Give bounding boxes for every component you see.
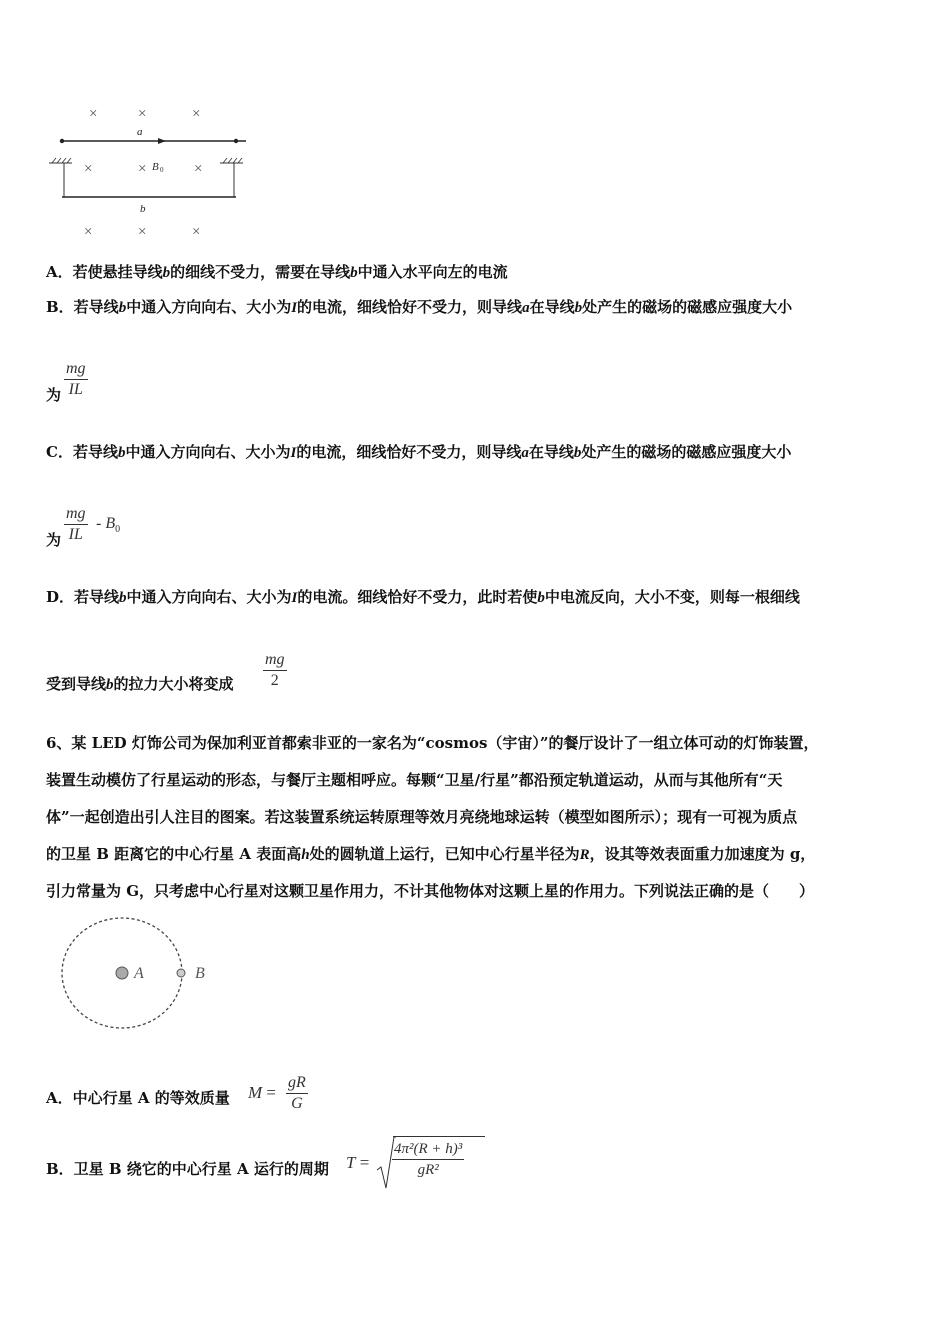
wire-b-label: b bbox=[140, 203, 146, 215]
q6-stem-line-2: 装置生动模仿了行星运动的形态，与餐厅主题相呼应。每颗“卫星/行星”都沿预定轨道运动，从而与其他所有“天 bbox=[46, 771, 783, 789]
wire-field-figure bbox=[40, 100, 260, 245]
field-cross: × bbox=[194, 161, 203, 177]
sqrt-overline bbox=[393, 1136, 485, 1137]
q5-option-c-fraction: $\frac{mg}{IL}$ bbox=[66, 505, 86, 543]
field-B0-label: B bbox=[152, 161, 159, 173]
q5-option-d-prefix: 受到导线b的拉力大小将变成 bbox=[46, 675, 234, 693]
field-cross: × bbox=[138, 106, 147, 122]
orbit-figure bbox=[55, 915, 225, 1035]
field-crosses bbox=[84, 106, 202, 240]
q6-stem-line-1: 6、某 LED 灯饰公司为保加利亚首都索非亚的一家名为“cosmos（宇宙）”的餐厅设计了一组立体可动的灯饰装置， bbox=[46, 734, 819, 752]
q6-stem-line-4: 的卫星 B 距离它的中心行星 A 表面高h处的圆轨道上运行，已知中心行星半径为R，设其等效表面重力加速度为 g， bbox=[46, 845, 816, 863]
central-planet-a bbox=[116, 967, 128, 979]
q6-option-b-fraction: $\frac{\text{4π²(R + h)³}}{\text{gR²}}$ bbox=[394, 1141, 463, 1178]
planet-a-label: A bbox=[134, 965, 144, 982]
q6-option-b: B．卫星 B 绕它的中心行星 A 运行的周期 bbox=[46, 1160, 329, 1178]
field-cross: × bbox=[192, 106, 201, 122]
field-cross: × bbox=[138, 224, 147, 240]
q5-option-a: A．若使悬挂导线b的细线不受力，需要在导线b中通入水平向左的电流 bbox=[46, 263, 508, 281]
current-arrow-icon bbox=[158, 138, 166, 144]
field-cross: × bbox=[192, 224, 201, 240]
q6-option-a-fraction: $\frac{gR}{G}$ bbox=[288, 1074, 306, 1112]
q5-option-b: B．若导线b中通入方向向右、大小为I的电流，细线恰好不受力，则导线a在导线b处产生的磁场的磁感应强度大小 bbox=[46, 298, 793, 316]
q5-option-b-fraction: $\frac{mg}{IL}$ bbox=[66, 360, 86, 398]
q6-stem-line-3: 体”一起创造出引人注目的图案。若这装置系统运转原理等效月亮绕地球运转（模型如图所示）；现有一可视为质点 bbox=[46, 808, 798, 826]
q5-option-b-prefix: 为 bbox=[46, 386, 62, 404]
q5-option-c: C．若导线b中通入方向向右、大小为I的电流，细线恰好不受力，则导线a在导线b处产生的磁场的磁感应强度大小 bbox=[46, 443, 792, 461]
wire-a-label: a bbox=[137, 126, 143, 138]
field-cross: × bbox=[89, 106, 98, 122]
q6-option-a-lhs: M = bbox=[248, 1083, 277, 1102]
q5-option-c-prefix: 为 bbox=[46, 531, 62, 549]
q6-option-a: A．中心行星 A 的等效质量 bbox=[46, 1089, 230, 1107]
q5-option-c-tail: - $B_0$ bbox=[96, 515, 121, 536]
q5-option-d: D．若导线b中通入方向向右、大小为I的电流。细线恰好不受力，此时若使b中电流反向，大小不变，则每一根细线 bbox=[46, 588, 800, 606]
field-B0-subscript: 0 bbox=[160, 166, 164, 174]
satellite-b-label: B bbox=[195, 965, 205, 982]
field-cross: × bbox=[84, 224, 93, 240]
q5-option-d-fraction: $\frac{mg}{2}$ bbox=[265, 651, 285, 689]
satellite-b bbox=[177, 969, 185, 977]
field-cross: × bbox=[138, 161, 147, 177]
q6-stem-line-5: 引力常量为 G，只考虑中心行星对这颗卫星作用力，不计其他物体对这颗上星的作用力。下列说法正确的是（ ） bbox=[46, 882, 815, 900]
field-cross: × bbox=[84, 161, 93, 177]
q6-option-b-lhs: T = bbox=[346, 1153, 370, 1172]
